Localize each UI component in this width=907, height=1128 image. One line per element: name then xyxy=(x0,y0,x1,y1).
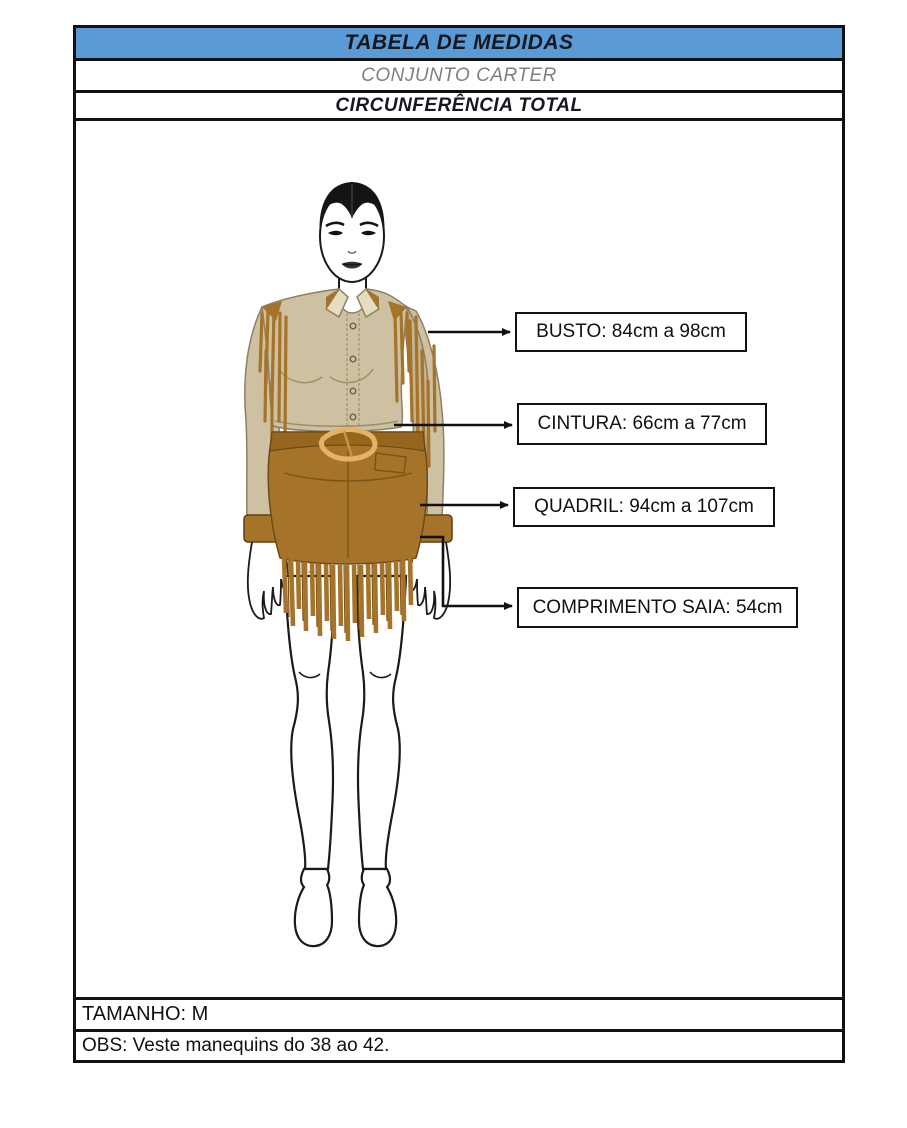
feet xyxy=(295,869,396,946)
diagram-area xyxy=(76,121,842,1000)
callout-busto xyxy=(515,312,747,352)
callout-comprimento-saia xyxy=(517,587,798,628)
croquis-figure xyxy=(76,121,842,997)
callout-quadril-label: QUADRIL: 94cm a 107cm xyxy=(534,496,754,517)
callout-comprimento-saia-label: COMPRIMENTO SAIA: 54cm xyxy=(532,596,783,618)
callout-busto-label: BUSTO: 84cm a 98cm xyxy=(536,321,726,342)
head xyxy=(320,182,385,282)
size-value: TAMANHO: M xyxy=(82,1003,209,1025)
callout-quadril xyxy=(513,487,775,527)
skirt xyxy=(268,430,427,641)
obs-row xyxy=(76,1032,842,1060)
obs-text: OBS: Veste manequins do 38 ao 42. xyxy=(82,1035,390,1056)
callout-cintura xyxy=(517,403,767,445)
measurement-table xyxy=(73,25,845,1063)
figure-body xyxy=(244,182,452,946)
callout-cintura-label: CINTURA: 66cm a 77cm xyxy=(537,413,747,434)
section-header: CIRCUNFERÊNCIA TOTAL xyxy=(335,94,583,116)
product-name-row xyxy=(76,61,842,93)
table-title-row xyxy=(76,28,842,61)
product-name: CONJUNTO CARTER xyxy=(361,64,557,86)
table-title: TABELA DE MEDIDAS xyxy=(344,31,574,54)
section-header-row xyxy=(76,93,842,121)
size-row xyxy=(76,1000,842,1032)
